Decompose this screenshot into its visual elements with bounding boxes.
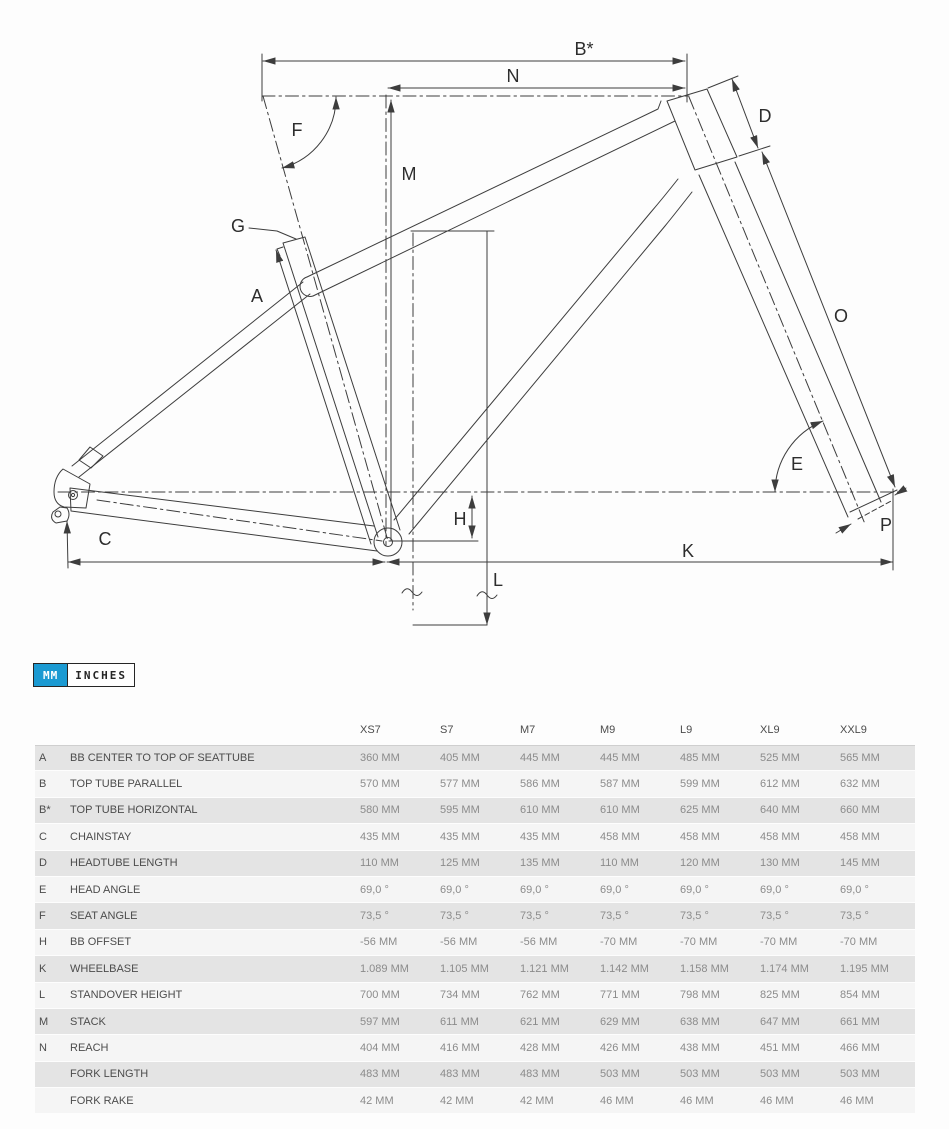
row-letter: L — [39, 989, 46, 1002]
table-row — [35, 1009, 915, 1034]
cell-value: 435 MM — [520, 830, 560, 843]
row-letter: D — [39, 857, 47, 870]
cell-value: 69,0 ° — [680, 883, 709, 896]
cell-value: 458 MM — [840, 830, 880, 843]
cell-value: 599 MM — [680, 778, 720, 791]
cell-value: -56 MM — [360, 936, 398, 949]
label-fork-length: O — [833, 306, 849, 326]
table-row — [35, 745, 915, 770]
cell-value: 426 MM — [600, 1041, 640, 1054]
cell-value: 135 MM — [520, 857, 560, 870]
row-letter: M — [39, 1015, 49, 1028]
cell-value: 483 MM — [520, 1068, 560, 1081]
label-top-tube-horizontal: B* — [574, 39, 594, 59]
derailleur-hanger — [52, 507, 69, 523]
cell-value: 451 MM — [760, 1041, 800, 1054]
cell-value: 69,0 ° — [440, 883, 469, 896]
row-letter: H — [39, 936, 47, 949]
row-letter: A — [39, 752, 47, 765]
top-tube — [307, 101, 661, 277]
label-stack: M — [401, 164, 417, 184]
cell-value: -56 MM — [440, 936, 478, 949]
row-name: TOP TUBE HORIZONTAL — [70, 804, 198, 817]
cell-value: 700 MM — [360, 989, 400, 1002]
cell-value: 69,0 ° — [520, 883, 549, 896]
row-name: HEADTUBE LENGTH — [70, 857, 178, 870]
row-name: FORK LENGTH — [70, 1068, 149, 1081]
label-headtube: D — [758, 106, 772, 126]
dimension-labels — [99, 39, 893, 590]
label-reach: N — [506, 66, 520, 86]
cell-value: 73,5 ° — [840, 910, 869, 923]
row-name: BB CENTER TO TOP OF SEATTUBE — [70, 752, 255, 765]
row-name: TOP TUBE PARALLEL — [70, 778, 183, 791]
cell-value: 42 MM — [440, 1094, 474, 1107]
cell-value: 130 MM — [760, 857, 800, 870]
leader-seattube-top — [249, 228, 296, 239]
cell-value: 771 MM — [600, 989, 640, 1002]
cell-value: 73,5 ° — [680, 910, 709, 923]
cell-value: 46 MM — [680, 1094, 714, 1107]
cell-value: 621 MM — [520, 1015, 560, 1028]
cell-value: 69,0 ° — [360, 883, 389, 896]
inches-toggle-button[interactable]: INCHES — [67, 663, 135, 687]
column-header: XS7 — [360, 724, 381, 736]
cell-value: 1.121 MM — [520, 962, 569, 975]
row-name: STANDOVER HEIGHT — [70, 989, 183, 1002]
table-row — [35, 1035, 915, 1060]
cell-value: -70 MM — [760, 936, 798, 949]
cell-value: 428 MM — [520, 1041, 560, 1054]
dim-headtube — [732, 79, 758, 148]
table-row — [35, 824, 915, 849]
label-wheelbase: K — [681, 541, 695, 561]
cell-value: 611 MM — [440, 1015, 479, 1028]
seat-stays — [72, 282, 310, 477]
cell-value: 1.142 MM — [600, 962, 649, 975]
down-tube — [394, 179, 678, 520]
row-name: REACH — [70, 1041, 109, 1054]
cell-value: 647 MM — [760, 1015, 800, 1028]
cell-value: 762 MM — [520, 989, 560, 1002]
row-letter: B* — [39, 804, 51, 817]
cell-value: 404 MM — [360, 1041, 400, 1054]
cell-value: 458 MM — [760, 830, 800, 843]
column-header: L9 — [680, 724, 693, 736]
cell-value: 565 MM — [840, 752, 880, 765]
cell-value: 638 MM — [680, 1015, 720, 1028]
cell-value: -56 MM — [520, 936, 558, 949]
centerlines — [58, 95, 902, 610]
bottom-bracket — [374, 528, 402, 556]
table-row — [35, 877, 915, 902]
cell-value: 597 MM — [360, 1015, 400, 1028]
label-standover: L — [492, 570, 504, 590]
cell-value: 483 MM — [360, 1068, 400, 1081]
cell-value: 577 MM — [440, 778, 480, 791]
cell-value: 46 MM — [600, 1094, 634, 1107]
cell-value: 1.105 MM — [440, 962, 489, 975]
cell-value: -70 MM — [840, 936, 878, 949]
cell-value: 570 MM — [360, 778, 400, 791]
cell-value: 73,5 ° — [520, 910, 549, 923]
table-header-row — [35, 716, 915, 744]
cell-value: 503 MM — [840, 1068, 880, 1081]
cell-value: 110 MM — [360, 857, 399, 870]
cell-value: 503 MM — [600, 1068, 640, 1081]
cell-value: 120 MM — [680, 857, 720, 870]
cell-value: 125 MM — [440, 857, 480, 870]
cell-value: 42 MM — [520, 1094, 554, 1107]
cell-value: 458 MM — [680, 830, 720, 843]
table-row — [35, 1062, 915, 1087]
dim-seat-angle-arc — [282, 97, 336, 168]
table-row — [35, 930, 915, 955]
column-header: S7 — [440, 724, 454, 736]
column-header: XL9 — [760, 724, 780, 736]
unit-toggle — [33, 663, 135, 687]
label-seattube-length: A — [250, 286, 264, 306]
cell-value: 595 MM — [440, 804, 480, 817]
cell-value: 73,5 ° — [600, 910, 629, 923]
cell-value: 483 MM — [440, 1068, 480, 1081]
cell-value: 525 MM — [760, 752, 800, 765]
row-name: HEAD ANGLE — [70, 883, 141, 896]
cell-value: 73,5 ° — [440, 910, 469, 923]
cell-value: 360 MM — [360, 752, 400, 765]
cell-value: 42 MM — [360, 1094, 394, 1107]
cell-value: 69,0 ° — [840, 883, 869, 896]
label-head-angle: E — [790, 454, 804, 474]
cell-value: 612 MM — [760, 778, 800, 791]
cell-value: 661 MM — [840, 1015, 880, 1028]
table-row — [35, 903, 915, 928]
table-row — [35, 956, 915, 981]
label-fork-rake: P — [879, 515, 893, 535]
label-seat-angle: F — [291, 120, 303, 140]
cell-value: 632 MM — [840, 778, 880, 791]
cell-value: 416 MM — [440, 1041, 480, 1054]
cell-value: 405 MM — [440, 752, 480, 765]
cell-value: 46 MM — [840, 1094, 874, 1107]
label-bb-offset: H — [453, 509, 467, 529]
cell-value: 1.158 MM — [680, 962, 729, 975]
cell-value: 640 MM — [760, 804, 800, 817]
dim-fork-length — [762, 152, 895, 487]
row-name: STACK — [70, 1015, 106, 1028]
table-row — [35, 851, 915, 876]
cell-value: 438 MM — [680, 1041, 720, 1054]
label-seattube-top: G — [230, 216, 246, 236]
row-letter: F — [39, 910, 46, 923]
cell-value: 854 MM — [840, 989, 880, 1002]
table-row — [35, 983, 915, 1008]
mm-toggle-button[interactable]: MM — [33, 663, 68, 687]
cell-value: 458 MM — [600, 830, 640, 843]
cell-value: 1.089 MM — [360, 962, 409, 975]
cell-value: 445 MM — [600, 752, 640, 765]
cell-value: 435 MM — [360, 830, 400, 843]
cell-value: 1.174 MM — [760, 962, 809, 975]
cell-value: 73,5 ° — [360, 910, 389, 923]
row-letter: N — [39, 1041, 47, 1054]
cell-value: 435 MM — [440, 830, 480, 843]
cell-value: 503 MM — [680, 1068, 720, 1081]
cell-value: 445 MM — [520, 752, 560, 765]
cell-value: 798 MM — [680, 989, 720, 1002]
cell-value: 1.195 MM — [840, 962, 889, 975]
row-name: FORK RAKE — [70, 1094, 134, 1107]
cell-value: 625 MM — [680, 804, 720, 817]
cell-value: 69,0 ° — [760, 883, 789, 896]
row-name: SEAT ANGLE — [70, 910, 138, 923]
cell-value: -70 MM — [600, 936, 638, 949]
cell-value: 660 MM — [840, 804, 880, 817]
cell-value: 73,5 ° — [760, 910, 789, 923]
cell-value: 145 MM — [840, 857, 880, 870]
column-header: M9 — [600, 724, 616, 736]
cell-value: 110 MM — [600, 857, 639, 870]
table-row — [35, 771, 915, 796]
chain-stays — [70, 488, 377, 551]
row-name: WHEELBASE — [70, 962, 139, 975]
row-name: CHAINSTAY — [70, 830, 132, 843]
cell-value: 466 MM — [840, 1041, 880, 1054]
cell-value: -70 MM — [680, 936, 718, 949]
row-letter: C — [39, 830, 47, 843]
cell-value: 503 MM — [760, 1068, 800, 1081]
column-header: M7 — [520, 724, 536, 736]
cell-value: 485 MM — [680, 752, 720, 765]
dimension-lines — [67, 54, 906, 625]
column-header: XXL9 — [840, 724, 867, 736]
cell-value: 46 MM — [760, 1094, 794, 1107]
row-letter: K — [39, 962, 47, 975]
cell-value: 610 MM — [600, 804, 640, 817]
row-name: BB OFFSET — [70, 936, 132, 949]
cell-value: 69,0 ° — [600, 883, 629, 896]
frame-outline — [52, 89, 897, 556]
label-chainstay: C — [98, 529, 112, 549]
table-row — [35, 1088, 915, 1113]
row-letter: B — [39, 778, 47, 791]
row-letter: E — [39, 883, 47, 896]
cell-value: 629 MM — [600, 1015, 640, 1028]
geometry-table — [35, 716, 915, 1114]
cell-value: 580 MM — [360, 804, 400, 817]
cell-value: 586 MM — [520, 778, 560, 791]
cell-value: 825 MM — [760, 989, 800, 1002]
table-row — [35, 798, 915, 823]
break-squiggle — [402, 589, 422, 596]
cell-value: 734 MM — [440, 989, 480, 1002]
cell-value: 587 MM — [600, 778, 640, 791]
cell-value: 610 MM — [520, 804, 560, 817]
